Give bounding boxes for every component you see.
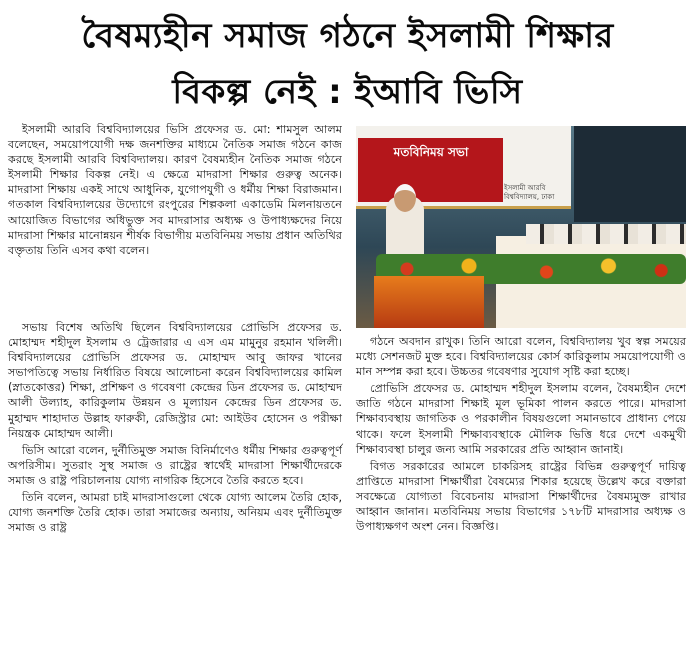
speaker-head [394, 184, 416, 212]
article-column-b [8, 320, 342, 537]
paragraph-provc: প্রোভিসি প্রফেসর ড. মোহাম্মদ শহীদুল ইসলাম বলেন, বৈষম্যহীন দেশে জাতি গঠনে মাদরাসা শিক্ষাই মূল ভূমিকা পালন করতে পারে। মাদরাসা শিক্ষাব্যবস্থায় জাগতিক ও পরকালীন বিষয়গুলো সমানভাবে প্রাধান্য পেয়ে থাকে। ফলে ইসলামী শিক্ষাব্যবস্থাকে মৌলিক ভিত্তি ধরে দেশে একমুখী শিক্ষাব্যবস্থা চালুর জন্য আমি সরকারের প্রতি আহ্বান জানাই। [356, 382, 686, 456]
photo-banner [356, 126, 571, 209]
paragraph-vc-wish: তিনি বলেন, আমরা চাই মাদরাসাগুলো থেকে যোগ্য আলেম তৈরি হোক, যোগ্য জনশক্তি তৈরি হোক। তারা সমাজের অন্যায়, অনিয়ম এবং দুর্নীতিমুক্ত সমাজ ও রাষ্ট্র [8, 491, 342, 535]
paragraph-intro: ইসলামী আরবি বিশ্ববিদ্যালয়ের ভিসি প্রফেসর ড. মো: শামসুল আলম বলেছেন, সময়োপযোগী দক্ষ জনশক্তির মাধ্যমে নৈতিক সমাজ গঠনে কাজ করছে ইসলামী আরবি বিশ্ববিদ্যালয়। কারণ বৈষম্যহীন নৈতিক সমাজ গঠনে ইসলামী শিক্ষার বিকল্প নেই। এ ক্ষেত্রে মাদরাসা শিক্ষার গুরুত্ব অনেক। মাদরাসা শিক্ষায় একই সাথে আধুনিক, যুগোপযুগী ও ধর্মীয় শিক্ষা বিরাজমান। গতকাল বিশ্ববিদ্যালয়ের উদ্যোগে রংপুরের শিল্পকলা একাডেমি মিলনায়তনে আয়োজিত বিভাগের অধিভুক্ত সব মাদরাসার অধ্যক্ষ ও উপাধ্যক্ষদের নিয়ে মাদরাসা শিক্ষার মানোন্নয়ন শীর্ষক বিভাগীয় মতবিনিময় সভায় প্রধান অতিথির বক্তৃতায় তিনি এসব কথা বলেন। [8, 123, 342, 257]
headline-line-2: বিকল্প নেই : ইআবি ভিসি [172, 72, 523, 112]
photo-banner-sub: ইসলামী আরবি বিশ্ববিদ্যালয়, ঢাকা [504, 184, 555, 201]
paragraph-vc-remarks: ভিসি আরো বলেন, দুর্নীতিমুক্ত সমাজ বিনির্মাণেও ধর্মীয় শিক্ষার গুরুত্বপূর্ণ অপরিসীম। সুতরাং সুস্থ সমাজ ও রাষ্ট্রের স্বার্থেই মাদরাসা শিক্ষার্থীদেরকে সমাজ ও রাষ্ট্র পরিচালনায় যোগ্য নাগরিক হিসেবে তৈরি করতে হবে। [8, 443, 342, 487]
paragraph-guests: সভায় বিশেষ অতিথি ছিলেন বিশ্ববিদ্যালয়ের প্রোভিসি প্রফেসর ড. মোহাম্মদ শহীদুল ইসলাম ও ট্রেজারার এ এস এম মামুনুর রহমান খলিলী। বিশ্ববিদ্যালয়ের প্রোভিসি প্রফেসর ড. মোহাম্মদ আবু জাফর খানের সভাপতিত্বে সভায় নির্ধারিত বিষয়ে আলোচনা করেন বিশ্ববিদ্যালয়ের কামিল (স্নাতকোত্তর) শিক্ষা, প্রশিক্ষণ ও গবেষণা কেন্দ্রের ডিন প্রফেসর ড. মোহাম্মদ আলী উল্যাহ, কারিকুলাম উন্নয়ন ও মূল্যায়ন কেন্দ্রের ডিন প্রফেসর ড. মুহাম্মদ শাহাদাত উল্লাহ ফারুকী, রেজিস্ট্রার মো: আইউব হোসেন ও পরীক্ষা নিয়ন্ত্রক মোহাম্মদ আলী। [8, 321, 342, 440]
event-photo [356, 126, 686, 328]
photo-banner-title: মতবিনিময় সভা [393, 145, 469, 159]
podium [374, 276, 484, 328]
headline-line-1: বৈষম্যহীন সমাজ গঠনে ইসলামী শিক্ষার [81, 16, 614, 56]
paragraph-continuation: গঠনে অবদান রাখুক। তিনি আরো বলেন, বিশ্ববিদ্যালয় খুব স্বল্প সময়ের মধ্যে সেশনজট মুক্ত হবে। বিশ্ববিদ্যালয়ের কোর্স কারিকুলাম সময়োপযোগী ও মান সম্পন্ন করা হবে। উচ্চতর গবেষণার সুযোগ সৃষ্টি করা হচ্ছে। [356, 335, 686, 379]
article-column-a [8, 122, 342, 260]
article-column-c [356, 334, 686, 536]
guests-row [526, 224, 686, 244]
paragraph-closing: বিগত সরকারের আমলে চাকরিসহ রাষ্ট্রের বিভিন্ন গুরুত্বপূর্ণ দায়িত্ব প্রাপ্তিতে মাদরাসা শিক্ষার্থীরা বৈষম্যের শিকার হয়েছে উল্লেখ করে বক্তারা সবক্ষেত্রে যোগ্যতা বিবেচনায় মাদরাসা শিক্ষার্থীদের বৈষম্যমুক্ত রাখার আহ্বান জানান। মতবিনিময় সভায় বিভাগের ১৭৮টি মাদরাসার অধ্যক্ষ ও উপাধ্যক্ষগণ অংশ নেন। বিজ্ঞপ্তি। [356, 459, 686, 534]
